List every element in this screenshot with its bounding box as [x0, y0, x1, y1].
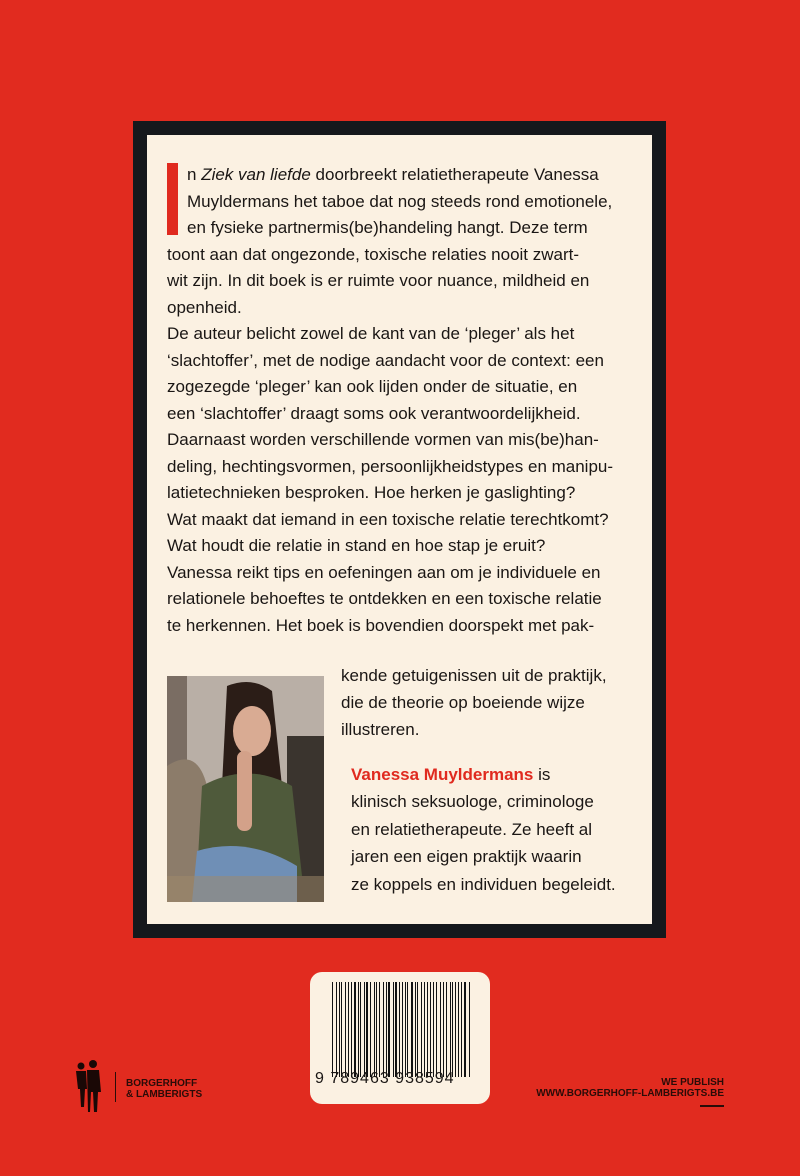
barcode-bar: [415, 982, 416, 1077]
barcode-bar: [345, 982, 347, 1077]
text: doorbreekt relatietherapeute Vanessa: [310, 165, 599, 184]
blurb-line: Wat maakt dat iemand in een toxische relatie terechtkomt?: [167, 509, 609, 529]
author-bio-line: klinisch seksuologe, criminologe: [351, 792, 594, 811]
barcode-bar: [436, 982, 438, 1077]
publisher-name: [126, 1078, 202, 1100]
barcode-bar: [386, 982, 387, 1077]
blurb-line: illustreren.: [341, 720, 420, 739]
text: n: [187, 165, 202, 184]
barcode-bar: [351, 982, 352, 1077]
barcode-bar: [364, 982, 365, 1077]
blurb-line: Daarnaast worden verschillende vormen van mis(be)han-: [167, 430, 599, 449]
barcode-bar: [433, 982, 434, 1077]
blurb-line: kende getuigenissen uit de praktijk,: [341, 666, 607, 685]
blurb-line: Muyldermans het taboe dat nog steeds rond emotionele,: [187, 191, 613, 211]
barcode-bar: [402, 982, 403, 1077]
blurb-line: De auteur belicht zowel de kant van de ‘pleger’ als het: [167, 324, 575, 343]
barcode-bars: [332, 982, 470, 1077]
publisher-logo-icon: [72, 1060, 108, 1114]
barcode-bar: [450, 982, 451, 1077]
barcode-bar: [424, 982, 425, 1077]
barcode-bar: [332, 982, 333, 1077]
blurb-line: deling, hechtingsvormen, persoonlijkheidstypes en manipu-: [167, 456, 614, 476]
logo-divider: [115, 1072, 116, 1102]
barcode-bar: [341, 982, 342, 1077]
barcode-bar: [446, 982, 447, 1077]
author-name: Vanessa Muyldermans: [351, 765, 534, 784]
barcode-bar: [440, 982, 441, 1077]
blurb-line: ‘slachtoffer’, met de nodige aandacht voor de context: een: [167, 350, 604, 370]
barcode-bar: [360, 982, 361, 1077]
barcode-bar: [383, 982, 384, 1077]
publisher-web: [536, 1077, 724, 1107]
barcode-bar: [336, 982, 337, 1077]
barcode-bar: [427, 982, 428, 1077]
blurb-line: Wat houdt die relatie in stand en hoe stap je eruit?: [167, 536, 546, 555]
blurb-line: Vanessa reikt tips en oefeningen aan om je individuele en: [167, 562, 601, 582]
barcode-bar: [452, 982, 453, 1077]
blurb-line: en fysieke partnermis(be)handeling hangt. Deze term: [187, 218, 588, 237]
barcode-bar: [395, 982, 396, 1077]
blurb-line: [187, 165, 599, 185]
author-heading: [351, 765, 550, 785]
barcode-bar: [376, 982, 377, 1077]
barcode-bar: [417, 982, 418, 1077]
barcode-bar: [461, 982, 462, 1077]
blurb-line: een ‘slachtoffer’ draagt soms ook verantwoordelijkheid.: [167, 403, 581, 423]
barcode-bar: [354, 982, 355, 1077]
barcode-bar: [407, 982, 408, 1077]
barcode-bar: [339, 982, 340, 1077]
barcode-bar: [464, 982, 466, 1077]
blurb-line: die de theorie op boeiende wijze: [341, 693, 585, 712]
author-bio-line: jaren een eigen praktijk waarin: [351, 847, 582, 866]
barcode-bar: [421, 982, 422, 1077]
barcode-bar: [411, 982, 413, 1077]
isbn-number: 9 789463 938594: [315, 1070, 455, 1087]
drop-cap-i: [167, 163, 178, 235]
blurb-line: openheid.: [167, 297, 242, 317]
barcode-bar: [366, 982, 368, 1077]
publisher-line2: & LAMBERIGTS: [126, 1089, 203, 1100]
barcode-bar: [348, 982, 349, 1077]
publisher-line1: BORGERHOFF: [126, 1078, 198, 1089]
author-photo: [167, 676, 324, 902]
book-title: Ziek van liefde: [201, 165, 311, 184]
barcode-bar: [469, 982, 470, 1077]
underline: [700, 1105, 724, 1107]
barcode-bar: [399, 982, 400, 1077]
blurb-line: wit zijn. In dit boek is er ruimte voor nuance, mildheid en: [167, 271, 590, 290]
author-bio-line: ze koppels en individuen begeleidt.: [351, 874, 616, 894]
barcode: [310, 972, 490, 1104]
author-bio-line: en relatietherapeute. Ze heeft al: [351, 819, 592, 839]
publisher-url[interactable]: WWW.BORGERHOFF-LAMBERIGTS.BE: [536, 1088, 724, 1099]
blurb-line: te herkennen. Het boek is bovendien doorspekt met pak-: [167, 615, 595, 635]
blurb-line: toont aan dat ongezonde, toxische relaties nooit zwart-: [167, 244, 580, 264]
barcode-bar: [379, 982, 380, 1077]
barcode-bar: [374, 982, 375, 1077]
blurb-line: zogezegde ‘pleger’ kan ook lijden onder de situatie, en: [167, 377, 578, 396]
barcode-bar: [393, 982, 394, 1077]
text: is: [533, 765, 551, 784]
barcode-bar: [358, 982, 359, 1077]
barcode-bar: [430, 982, 431, 1077]
blurb-line: relationele behoeftes te ontdekken en een toxische relatie: [167, 589, 602, 608]
barcode-bar: [455, 982, 456, 1077]
publisher-tagline: WE PUBLISH: [661, 1077, 724, 1088]
barcode-bar: [370, 982, 371, 1077]
barcode-bar: [458, 982, 459, 1077]
barcode-bar: [388, 982, 390, 1077]
barcode-bar: [405, 982, 406, 1077]
blurb-line: latietechnieken besproken. Hoe herken je gaslighting?: [167, 483, 576, 502]
barcode-bar: [443, 982, 444, 1077]
